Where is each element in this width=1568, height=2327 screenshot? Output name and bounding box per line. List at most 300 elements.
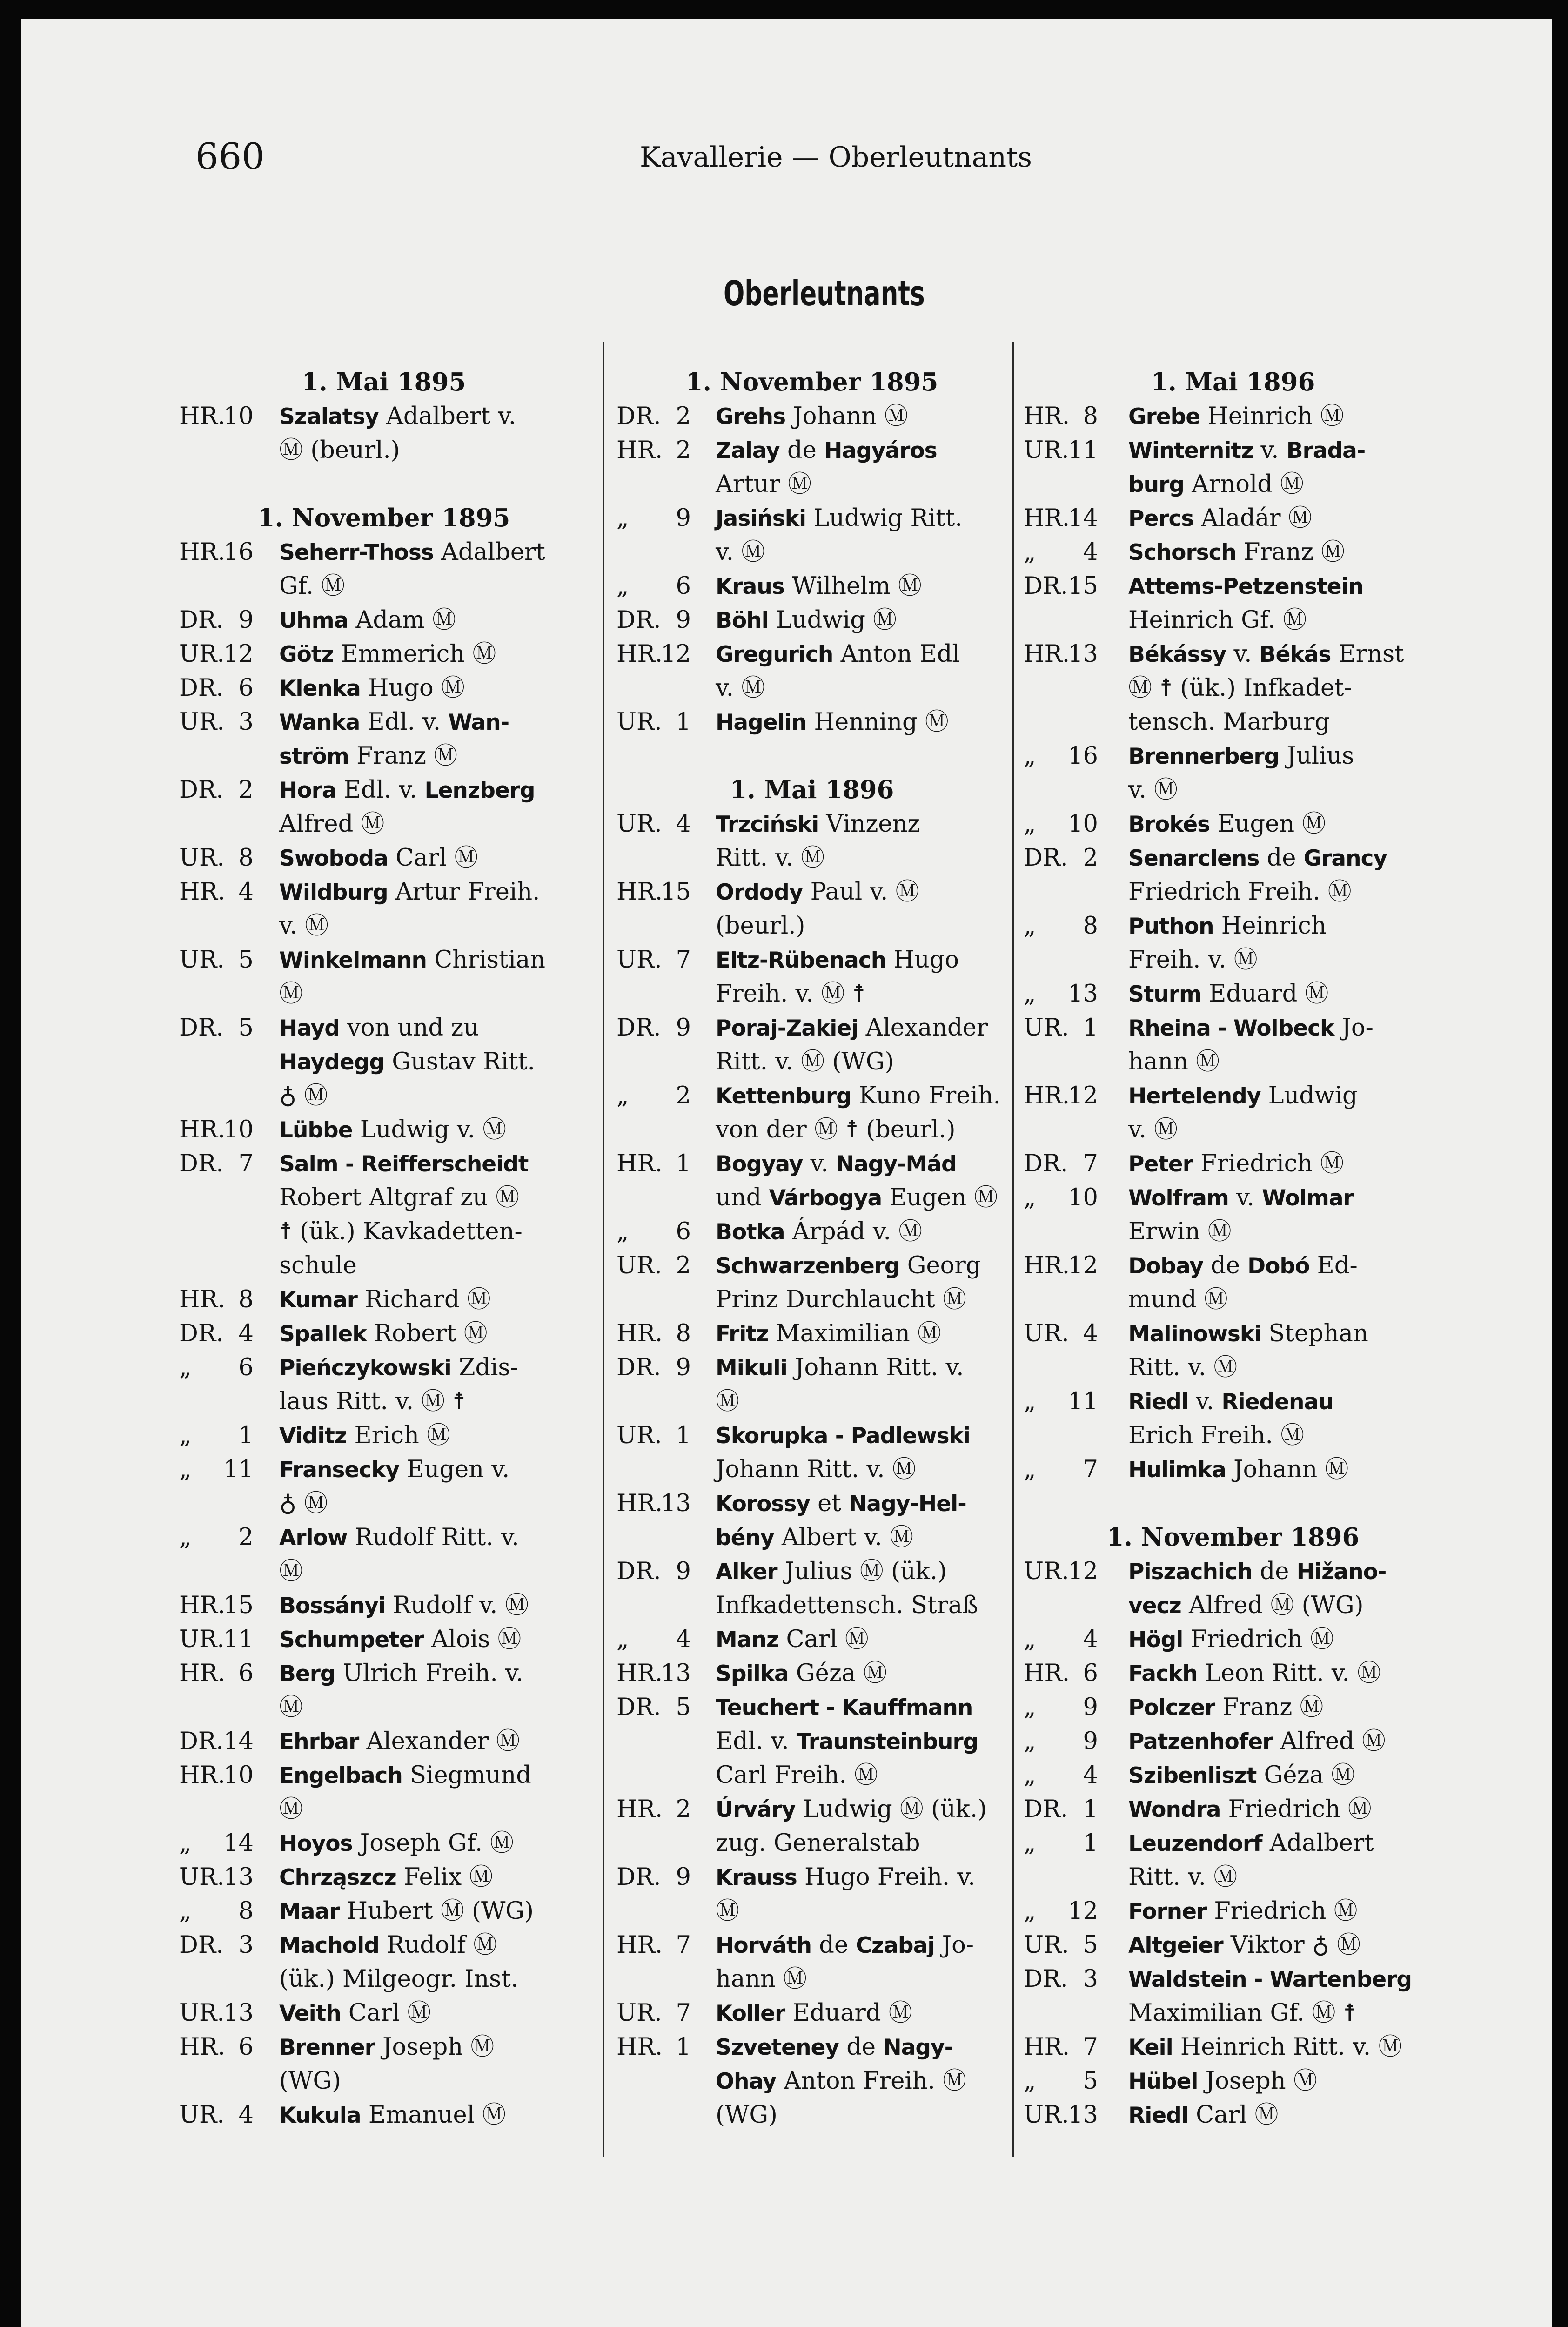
predicate-name: Grancy (1303, 846, 1387, 871)
entry-text (1128, 1554, 1386, 1589)
officer-entry (179, 671, 589, 705)
surname: Eltz-Rübenach (716, 948, 886, 973)
given-names: Ⓜ (279, 1694, 303, 1721)
entry-text (716, 1317, 941, 1351)
officer-entry (179, 399, 589, 433)
surname: Veith (279, 2001, 341, 2026)
regiment-number: 12 (1068, 1082, 1098, 1110)
entry-continuation (179, 739, 589, 773)
given-names: Christian (427, 946, 546, 974)
regiment-number: 5 (238, 1014, 254, 1042)
entry-continuation (616, 1113, 1007, 1147)
surname: Spallek (279, 1321, 367, 1347)
regiment-number: 11 (1068, 437, 1098, 464)
entry-text (1128, 1656, 1381, 1691)
regiment-number: 7 (1083, 1150, 1098, 1177)
regiment-type: UR. (1024, 1931, 1069, 1959)
regiment-type: DR. (616, 606, 661, 634)
entry-text (716, 1826, 920, 1860)
given-names: Ritt. v. Ⓜ (1128, 1354, 1238, 1381)
officer-entry (1024, 569, 1442, 603)
entry-text (279, 2098, 506, 2132)
regiment-type: UR. (179, 1999, 225, 2027)
regiment-number: 15 (661, 878, 691, 906)
given-names: Ed- (1309, 1252, 1358, 1279)
given-names: Georg (899, 1252, 981, 1279)
regiment-type: „ (1024, 1388, 1036, 1415)
entry-continuation (1024, 467, 1442, 501)
surname: Berg (279, 1661, 335, 1687)
regiment-number: 1 (676, 2033, 691, 2061)
entry-continuation (179, 1554, 589, 1588)
entry-text (716, 1724, 978, 1759)
given-names: Ⓜ (279, 1796, 303, 1823)
regiment-type: HR. (616, 437, 663, 464)
surname: Altgeier (1128, 1933, 1223, 1958)
given-names: ♁ Ⓜ (279, 1490, 328, 1517)
section-gap (1024, 1486, 1442, 1520)
given-names: Joseph Ⓜ (375, 2033, 495, 2061)
officer-entry (179, 535, 589, 569)
surname: Machold (279, 1933, 379, 1958)
surname: Hübel (1128, 2069, 1198, 2094)
entry-text (1128, 1826, 1374, 1861)
officer-entry (616, 1622, 1007, 1656)
entry-text (279, 1724, 520, 1759)
entry-text (279, 1554, 303, 1588)
entry-text (716, 1520, 913, 1555)
entry-text (1128, 1860, 1237, 1894)
regiment-type: HR. (616, 878, 663, 906)
entry-text (1128, 1147, 1344, 1181)
given-names: Alexander Ⓜ (359, 1728, 520, 1755)
regiment-number: 12 (1068, 1897, 1098, 1925)
officer-entry (1024, 1011, 1442, 1045)
regiment-number: 4 (1083, 1626, 1098, 1653)
regiment-type: „ (1024, 2067, 1036, 2095)
predicate-name: Czabaj (856, 1933, 935, 1958)
officer-entry (616, 1656, 1007, 1690)
surname: Úrváry (716, 1797, 796, 1823)
officer-entry (616, 1690, 1007, 1724)
given-names: Joseph Ⓜ (1198, 2067, 1317, 2095)
entry-text (1128, 1113, 1178, 1147)
officer-entry (616, 2030, 1007, 2064)
surname: Kumar (279, 1287, 357, 1313)
surname: Swoboda (279, 846, 388, 871)
regiment-type: „ (1024, 742, 1036, 770)
entry-text (279, 2064, 341, 2098)
regiment-number: 8 (1083, 403, 1098, 430)
regiment-number: 6 (676, 1218, 691, 1245)
surname: Bossányi (279, 1593, 385, 1619)
predicate-name: Békás (1259, 642, 1331, 667)
entry-text (1128, 875, 1352, 909)
regiment-number: 2 (676, 1082, 691, 1110)
surname: Chrząszcz (279, 1865, 396, 1890)
given-names: v. Ⓜ (716, 674, 765, 702)
regiment-type: DR. (179, 1014, 224, 1042)
regiment-number: 1 (676, 1422, 691, 1449)
officer-entry (1024, 1724, 1442, 1758)
given-names: Stephan (1261, 1320, 1368, 1347)
officer-entry (179, 773, 589, 807)
officer-entry (179, 603, 589, 637)
officer-entry (1024, 807, 1442, 841)
given-names: Carl Freih. Ⓜ (716, 1762, 878, 1789)
section-gap (616, 739, 1007, 773)
entry-continuation (179, 1486, 589, 1520)
regiment-type: HR. (179, 1660, 226, 1687)
given-names: Ernst (1331, 640, 1404, 668)
entry-text (279, 1996, 431, 2031)
surname: Szalatsy (279, 404, 379, 430)
regiment-number: 15 (223, 1592, 254, 1619)
officer-entry (179, 1453, 589, 1486)
surname: Salm - Reifferscheidt (279, 1151, 529, 1177)
entry-text (279, 671, 465, 706)
entry-continuation (616, 1283, 1007, 1317)
entry-text (1128, 433, 1365, 468)
regiment-type: DR. (179, 1320, 224, 1347)
surname: Korossy (716, 1491, 810, 1517)
entry-text (716, 603, 897, 638)
given-names: Maximilian Gf. Ⓜ ☨ (1128, 1999, 1356, 2027)
given-names: Emanuel Ⓜ (361, 2101, 506, 2129)
given-names: de (811, 1931, 856, 1959)
date-heading: 1. Mai 1896 (730, 775, 894, 804)
predicate-name: Nagy-Hel- (849, 1491, 966, 1517)
surname: Fackh (1128, 1661, 1198, 1687)
entry-text (716, 875, 919, 909)
entry-continuation (1024, 1860, 1442, 1894)
given-names: Robert Altgraf zu Ⓜ (279, 1184, 520, 1211)
predicate-name: Nagy- (883, 2035, 953, 2060)
regiment-number: 6 (238, 674, 254, 702)
regiment-type: „ (616, 504, 629, 532)
officer-entry (1024, 1928, 1442, 1962)
given-names: zug. Generalstab (716, 1829, 920, 1857)
entry-text (716, 1215, 922, 1249)
officer-entry (616, 1215, 1007, 1249)
officer-entry (1024, 1385, 1442, 1419)
given-names: (ük.) Milgeogr. Inst. (279, 1965, 519, 1993)
entry-continuation (179, 433, 589, 467)
entry-text (716, 1011, 988, 1045)
regiment-number: 9 (676, 1863, 691, 1891)
regiment-number: 8 (238, 844, 254, 872)
surname: Szibenliszt (1128, 1763, 1257, 1789)
regiment-type: „ (1024, 1728, 1036, 1755)
regiment-number: 10 (223, 403, 254, 430)
regiment-number: 13 (661, 1660, 691, 1687)
entry-text (1128, 1758, 1355, 1793)
entry-continuation (179, 1215, 589, 1249)
given-names: Friedrich Ⓜ (1206, 1897, 1358, 1925)
given-names: Richard Ⓜ (357, 1286, 491, 1313)
officer-entry (616, 1249, 1007, 1283)
regiment-number: 9 (676, 504, 691, 532)
column-3 (1024, 365, 1442, 2132)
regiment-number: 6 (1083, 1660, 1098, 1687)
surname: Brenner (279, 2035, 375, 2060)
officer-entry (1024, 1079, 1442, 1113)
given-names: de (1252, 1558, 1297, 1585)
entry-text (279, 1588, 529, 1623)
regiment-type: UR. (179, 708, 225, 736)
entry-continuation (616, 671, 1007, 705)
officer-entry (1024, 739, 1442, 773)
officer-entry (616, 875, 1007, 909)
officer-entry (1024, 1554, 1442, 1588)
regiment-number: 10 (223, 1116, 254, 1143)
regiment-number: 13 (1068, 980, 1098, 1008)
surname: Attems-Petzenstein (1128, 574, 1364, 599)
entry-text (716, 1249, 981, 1283)
surname: Hora (279, 778, 336, 803)
entry-text (1128, 399, 1344, 434)
given-names: v. (1226, 640, 1260, 668)
surname: Ehrbar (279, 1729, 359, 1755)
officer-entry (1024, 1147, 1442, 1181)
surname: Jasiński (716, 506, 806, 531)
given-names: Adalbert v. (378, 403, 516, 430)
entry-text (716, 807, 920, 841)
given-names: Alfred Ⓜ (1273, 1728, 1386, 1755)
given-names: v. Ⓜ (1128, 776, 1178, 804)
regiment-number: 13 (1068, 2101, 1098, 2129)
date-heading: 1. Mai 1896 (1151, 368, 1315, 397)
surname: Kukula (279, 2103, 361, 2128)
entry-text (716, 1894, 739, 1928)
regiment-type: HR. (1024, 640, 1070, 668)
entry-continuation (179, 909, 589, 943)
regiment-type: UR. (616, 810, 662, 838)
entry-text (1128, 739, 1354, 773)
given-names: Adalbert (1262, 1829, 1374, 1857)
entry-text (279, 1385, 465, 1419)
officer-entry (616, 569, 1007, 603)
officer-entry (616, 1486, 1007, 1520)
regiment-number: 3 (238, 1931, 254, 1959)
regiment-type: DR. (616, 1694, 661, 1721)
regiment-type: UR. (616, 946, 662, 974)
surname: Poraj-Zakiej (716, 1016, 858, 1041)
regiment-type: DR. (179, 1728, 224, 1755)
entry-text (1128, 807, 1326, 841)
entry-continuation (179, 1690, 589, 1724)
entry-text (1128, 603, 1307, 637)
regiment-number: 4 (238, 2101, 254, 2129)
entry-text (279, 705, 509, 740)
regiment-number: 4 (238, 878, 254, 906)
regiment-number: 1 (676, 708, 691, 736)
entry-text (1128, 1283, 1228, 1317)
given-names: Eugen Ⓜ (1210, 810, 1326, 838)
entry-text (716, 2098, 777, 2132)
officer-entry (1024, 1690, 1442, 1724)
officer-entry (616, 433, 1007, 467)
given-names: Carl Ⓜ (388, 844, 478, 872)
given-names: Artur Ⓜ (716, 471, 812, 498)
entry-text (716, 1385, 739, 1419)
surname: Teuchert - Kauffmann (716, 1695, 973, 1721)
regiment-number: 14 (223, 1829, 254, 1857)
regiment-type: HR. (1024, 2033, 1070, 2061)
entry-text (716, 1656, 887, 1691)
given-names: Heinrich Gf. Ⓜ (1128, 606, 1307, 634)
entry-text (716, 705, 949, 740)
regiment-type: DR. (179, 606, 224, 634)
regiment-number: 5 (676, 1694, 691, 1721)
officer-entry (179, 1622, 589, 1656)
entry-text (1128, 569, 1363, 604)
officer-entry (1024, 1453, 1442, 1486)
given-names: Ritt. v. Ⓜ (WG) (716, 1048, 894, 1076)
entry-text (716, 1860, 975, 1895)
surname: Winternitz (1128, 438, 1253, 464)
regiment-number: 16 (223, 538, 254, 566)
entry-text (1128, 2064, 1317, 2098)
regiment-type: UR. (616, 1422, 662, 1449)
regiment-type: HR. (616, 2033, 663, 2061)
regiment-number: 9 (676, 1014, 691, 1042)
regiment-type: DR. (1024, 572, 1068, 600)
given-names: Carl Ⓜ (1188, 2101, 1279, 2129)
regiment-number: 6 (238, 1660, 254, 1687)
entry-text (716, 977, 865, 1011)
running-head: Kavallerie — Oberleutnants (640, 141, 1032, 174)
given-names: Alfred Ⓜ (WG) (1181, 1592, 1364, 1619)
entry-text (716, 1486, 966, 1521)
regiment-type: „ (1024, 1829, 1036, 1857)
entry-text (1128, 1215, 1232, 1249)
entry-continuation (1024, 1215, 1442, 1249)
given-names: Freih. v. Ⓜ (1128, 946, 1258, 974)
surname: Fransecky (279, 1457, 400, 1483)
entry-text (279, 841, 478, 875)
given-names: Julius (1279, 742, 1354, 770)
given-names: Adalbert (433, 538, 545, 566)
given-names: Anton Edl (833, 640, 960, 668)
given-names: Ⓜ (716, 1897, 740, 1925)
regiment-type: HR. (616, 1490, 663, 1517)
given-names: Zdis- (451, 1354, 518, 1381)
given-names: laus Ritt. v. Ⓜ ☨ (279, 1388, 466, 1415)
regiment-type: HR. (179, 1762, 226, 1789)
entry-text (1128, 467, 1304, 502)
surname: Wondra (1128, 1797, 1221, 1823)
regiment-number: 2 (1083, 844, 1098, 872)
regiment-number: 14 (223, 1728, 254, 1755)
surname: Lübbe (279, 1117, 353, 1143)
regiment-type: HR. (179, 1286, 226, 1313)
officer-entry (179, 2098, 589, 2132)
given-names: Friedrich Ⓜ (1193, 1150, 1344, 1177)
regiment-type: UR. (616, 1999, 662, 2027)
officer-entry (616, 1419, 1007, 1453)
entry-text (279, 1215, 523, 1249)
entry-text (716, 467, 811, 501)
surname: Hertelendy (1128, 1083, 1261, 1109)
entry-text (1128, 1928, 1360, 1963)
regiment-type: „ (1024, 1694, 1036, 1721)
given-names: hann Ⓜ (716, 1965, 807, 1993)
regiment-number: 7 (676, 946, 691, 974)
entry-text (279, 1792, 303, 1826)
entry-text (279, 1453, 509, 1487)
entry-text (716, 1622, 869, 1657)
given-names: Rudolf Ritt. v. (347, 1524, 519, 1551)
regiment-type: „ (179, 1422, 192, 1449)
regiment-number: 4 (676, 810, 691, 838)
regiment-type: HR. (616, 1320, 663, 1347)
surname: Botka (716, 1219, 785, 1245)
officer-entry (179, 1894, 589, 1928)
entry-text (716, 1996, 912, 2031)
entry-continuation (616, 1045, 1007, 1079)
given-names: v. Ⓜ (1128, 1116, 1178, 1143)
entry-text (1128, 2098, 1278, 2132)
surname: Senarclens (1128, 846, 1260, 871)
regiment-number: 8 (1083, 912, 1098, 940)
regiment-number: 12 (661, 640, 691, 668)
entry-text (279, 1011, 479, 1045)
entry-text (279, 773, 535, 807)
officer-entry (616, 1792, 1007, 1826)
regiment-number: 4 (676, 1626, 691, 1653)
regiment-type: HR. (616, 1660, 663, 1687)
given-names: Erich Ⓜ (347, 1422, 451, 1449)
given-names: Vinzenz (818, 810, 920, 838)
entry-text (1128, 2030, 1402, 2065)
regiment-type: HR. (616, 1931, 663, 1959)
surname: Malinowski (1128, 1321, 1261, 1347)
regiment-number: 10 (1068, 1184, 1098, 1211)
given-names: Heinrich Ritt. v. Ⓜ (1173, 2033, 1402, 2061)
regiment-number: 6 (238, 2033, 254, 2061)
surname: Polczer (1128, 1695, 1215, 1721)
entry-continuation (1024, 943, 1442, 977)
officer-entry (1024, 637, 1442, 671)
entry-text (716, 671, 765, 705)
regiment-number: 9 (1083, 1694, 1098, 1721)
given-names: Ⓜ ☨ (ük.) Infkadet- (1128, 674, 1352, 702)
predicate-name: Traunsteinburg (796, 1729, 978, 1755)
regiment-number: 13 (1068, 640, 1098, 668)
entry-continuation (616, 909, 1007, 943)
regiment-number: 1 (238, 1422, 254, 1449)
surname: Klenka (279, 676, 361, 701)
entry-text (716, 2030, 953, 2065)
surname: Waldstein - Wartenberg (1128, 1967, 1412, 1992)
given-names: Artur Freih. (388, 878, 540, 906)
officer-entry (179, 1724, 589, 1758)
given-names: mund Ⓜ (1128, 1286, 1228, 1313)
entry-text (279, 1690, 303, 1724)
entry-text (279, 1962, 518, 1996)
surname: Manz (716, 1627, 779, 1653)
entry-text (716, 535, 765, 569)
entry-continuation (1024, 1045, 1442, 1079)
given-names: Adam Ⓜ (348, 606, 456, 634)
regiment-type: DR. (1024, 1150, 1068, 1177)
officer-entry (179, 637, 589, 671)
entry-text (716, 1079, 1001, 1113)
regiment-type: DR. (616, 1014, 661, 1042)
surname: Percs (1128, 506, 1194, 531)
entry-text (716, 1147, 957, 1181)
